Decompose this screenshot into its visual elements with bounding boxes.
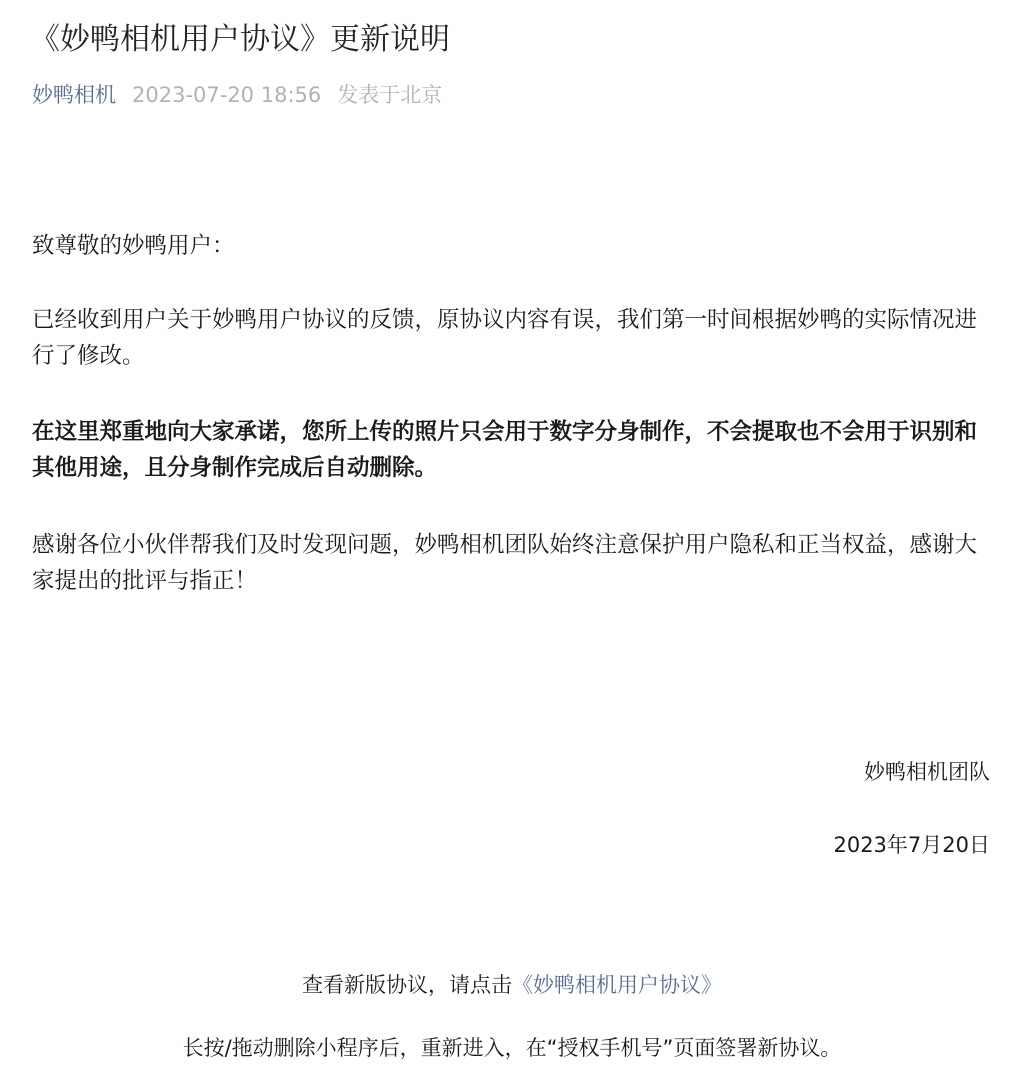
article-title: 《妙鸭相机用户协议》更新说明 — [30, 22, 450, 57]
article-meta — [32, 80, 442, 110]
publish-location: 发表于北京 — [337, 83, 443, 107]
greeting: 致尊敬的妙鸭用户： — [32, 233, 235, 259]
paragraph-feedback: 已经收到用户关于妙鸭用户协议的反馈，原协议内容有误，我们第一时间根据妙鸭的实际情况进行了修改。 — [32, 307, 978, 369]
view-agreement-text: 查看新版协议，请点击 — [302, 973, 512, 997]
paragraph-promise: 在这里郑重地向大家承诺，您所上传的照片只会用于数字分身制作，不会提取也不会用于识别和其他用途，且分身制作完成后自动删除。 — [32, 419, 978, 481]
paragraph-thanks: 感谢各位小伙伴帮我们及时发现问题，妙鸭相机团队始终注意保护用户隐私和正当权益，感谢大家提出的批评与指正！ — [32, 532, 978, 594]
agreement-link[interactable]: 《妙鸭相机用户协议》 — [512, 973, 722, 997]
signature: 妙鸭相机团队 — [864, 760, 990, 784]
author-link[interactable]: 妙鸭相机 — [32, 83, 116, 107]
instruction-text: 长按/拖动删除小程序后，重新进入，在“授权手机号”页面签署新协议。 — [182, 1036, 842, 1060]
signature-date: 2023年7月20日 — [833, 833, 990, 857]
publish-time: 2023-07-20 18:56 — [132, 83, 322, 107]
view-agreement-line — [0, 967, 1024, 1003]
